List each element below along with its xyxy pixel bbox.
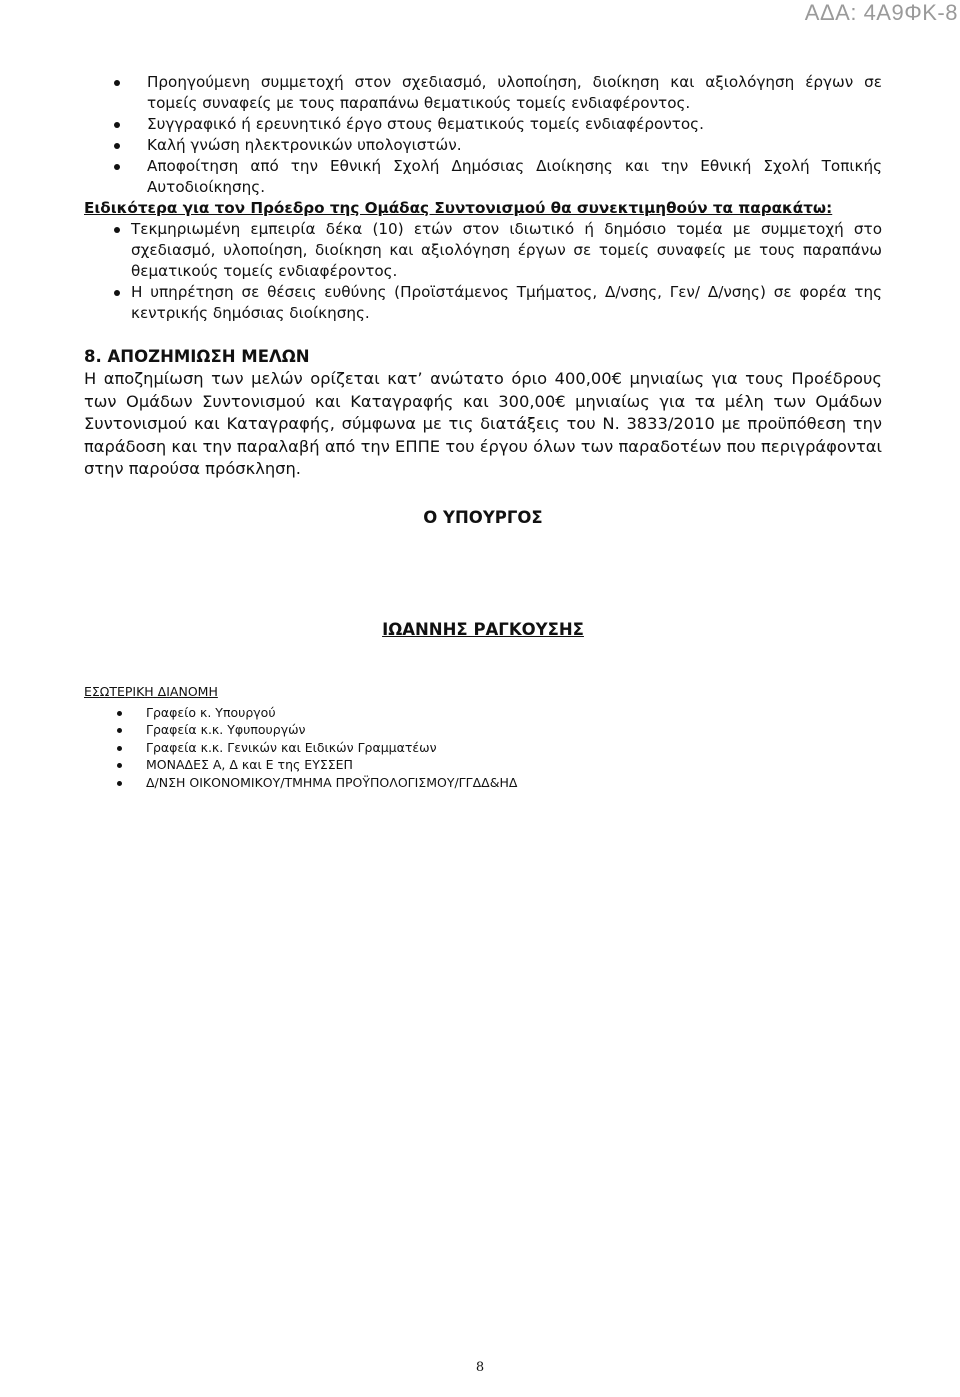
president-criteria-heading: Ειδικότερα για τον Πρόεδρο της Ομάδας Συντονισμού θα συνεκτιμηθούν τα παρακάτω:	[84, 199, 833, 217]
distribution-list	[84, 704, 882, 792]
list-item: Δ/ΝΣΗ ΟΙΚΟΝΟΜΙΚΟΥ/ΤΜΗΜΑ ΠΡΟΫΠΟΛΟΓΙΣΜΟΥ/ΓΓΔΔ&ΗΔ	[84, 774, 882, 792]
list-item: ΜΟΝΑΔΕΣ Α, Δ και Ε της ΕΥΣΣΕΠ	[84, 756, 882, 774]
document-body	[84, 72, 882, 791]
section-paragraph: Η αποζημίωση των μελών ορίζεται κατ’ ανώτατο όριο 400,00€ μηνιαίως για τους Προέδρους των Ομάδων Συντονισμού και Καταγραφής και 300,00€ μηνιαίως για τα μέλη των Ομάδων Συντονισμού και Καταγραφής, σύμφωνα με τις διατάξεις του Ν. 3833/2010 με προϋπόθεση την παράδοση και την παραλαβή από την ΕΠΠΕ του έργου όλων των παραδοτέων που περιγράφονται στην παρούσα πρόσκληση.	[84, 369, 882, 479]
list-item: Προηγούμενη συμμετοχή στον σχεδιασμό, υλοποίηση, διοίκηση και αξιολόγηση έργων σε τομείς συναφείς με τους παραπάνω θεματικούς τομείς ενδιαφέροντος.	[84, 72, 882, 114]
list-item: Τεκμηριωμένη εμπειρία δέκα (10) ετών στον ιδιωτικό ή δημόσιο τομέα με συμμετοχή στο σχεδιασμό, υλοποίηση, διοίκηση και αξιολόγηση έργων σε τομείς συναφείς με τους παραπάνω θεματικούς τομείς ενδιαφέροντος.	[84, 219, 882, 282]
signatory-name: ΙΩΑΝΝΗΣ ΡΑΓΚΟΥΣΗΣ	[382, 619, 584, 639]
list-item: Καλή γνώση ηλεκτρονικών υπολογιστών.	[84, 135, 882, 156]
president-criteria-list	[84, 219, 882, 324]
signatory-role: Ο ΥΠΟΥΡΓΟΣ	[423, 507, 543, 527]
list-item: Γραφεία κ.κ. Γενικών και Ειδικών Γραμματέων	[84, 739, 882, 757]
ada-code: ΑΔΑ: 4Α9ΦΚ-8	[804, 0, 958, 25]
list-item: Γραφεία κ.κ. Υφυπουργών	[84, 721, 882, 739]
list-item: Αποφοίτηση από την Εθνική Σχολή Δημόσιας Διοίκησης και την Εθνική Σχολή Τοπικής Αυτοδιοίκησης.	[84, 156, 882, 198]
list-item: Γραφείο κ. Υπουργού	[84, 704, 882, 722]
distribution-title: ΕΣΩΤΕΡΙΚΗ ΔΙΑΝΟΜΗ	[84, 683, 218, 699]
page-number: 8	[475, 1360, 485, 1375]
qualifications-list	[84, 72, 882, 198]
section-title: 8. ΑΠΟΖΗΜΙΩΣΗ ΜΕΛΩΝ	[84, 347, 310, 366]
list-item: Συγγραφικό ή ερευνητικό έργο στους θεματικούς τομείς ενδιαφέροντος.	[84, 114, 882, 135]
list-item: Η υπηρέτηση σε θέσεις ευθύνης (Προϊστάμενος Τμήματος, Δ/νσης, Γεν/ Δ/νσης) σε φορέα της κεντρικής δημόσιας διοίκησης.	[84, 282, 882, 324]
